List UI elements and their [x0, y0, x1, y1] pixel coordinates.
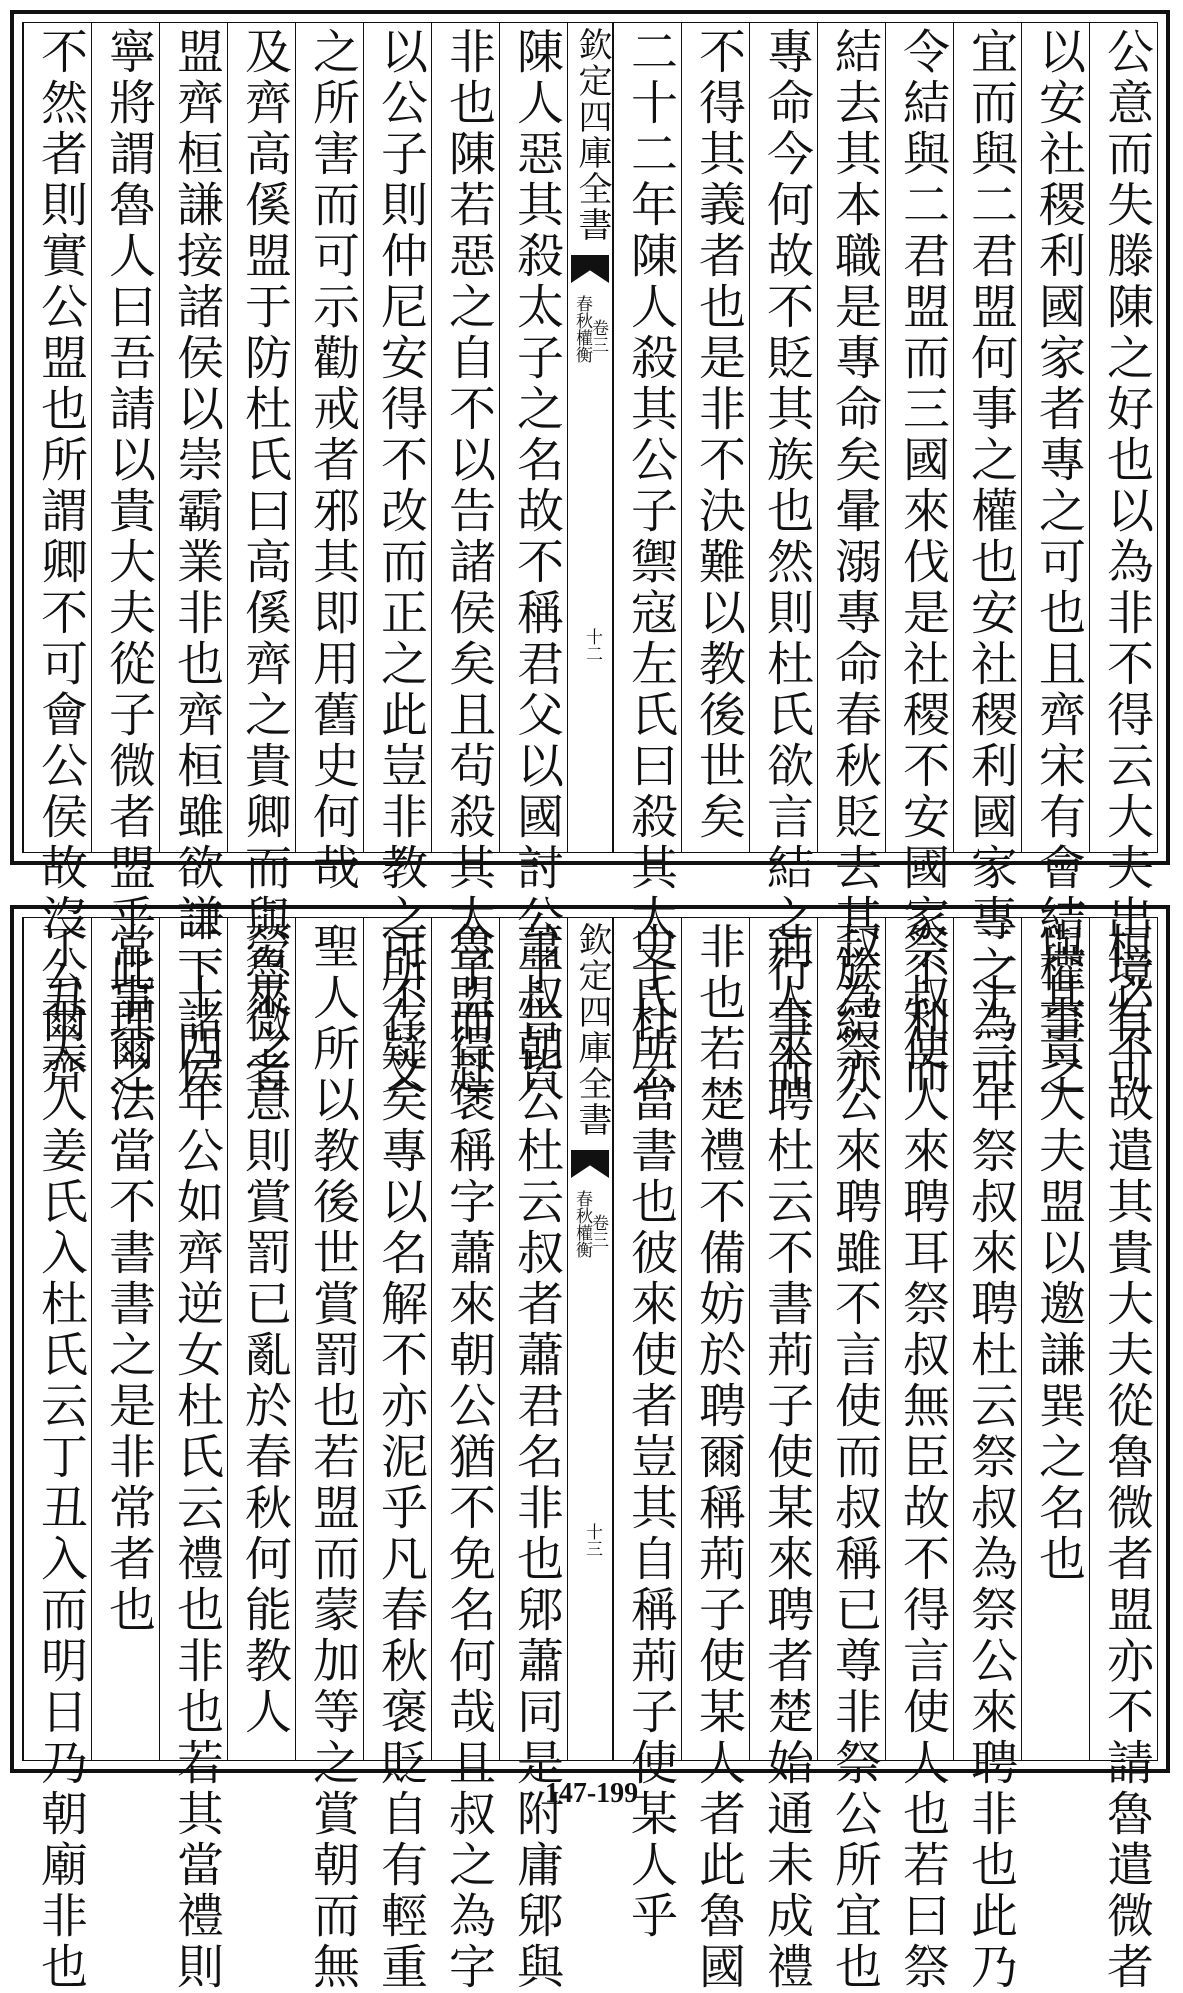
bottom-column: [681, 918, 749, 1993]
top-column: [1021, 23, 1089, 1098]
top-column: [363, 23, 431, 1098]
bottom-center-volume: 卷三: [588, 1214, 608, 1248]
bottom-column: [431, 918, 499, 1993]
top-column: [817, 23, 885, 1098]
bottom-center-book: 春秋權衡: [572, 1190, 592, 1258]
bottom-column-text: 與其貴大夫盟以邀謙巽之名也: [1031, 922, 1086, 1585]
bottom-center-leaf: 十三: [582, 1523, 602, 1557]
top-page: [10, 10, 1170, 1098]
bottom-column-text: 二十四年公如齊逆女杜氏云禮也非也若其當禮則: [169, 922, 224, 1993]
top-center-book: 春秋權衡: [572, 295, 592, 363]
page-number: 147-199: [544, 1778, 639, 1809]
bottom-column-text: 叔為祭公來聘雖不言使而叔稱已尊非祭公所宜也: [827, 922, 882, 1993]
bottom-column-text: 可不疑矣專以名解不亦泥乎凡春秋褒貶自有輕重: [373, 922, 428, 1993]
bottom-column: [613, 918, 681, 1942]
top-column: [295, 23, 363, 894]
bottom-column-text: 荊人來聘杜云不書荊子使某來聘者楚始通未成禮: [759, 922, 814, 1993]
top-column: [681, 23, 749, 852]
bottom-column: [749, 918, 817, 1993]
bottom-column: [295, 918, 363, 1993]
top-center-margin: [567, 23, 613, 852]
fish-tail-mark-icon: [571, 255, 609, 283]
top-column: [1089, 23, 1157, 1098]
top-column-text: 及齊高傒盟于防杜氏曰高傒齊之貴卿而與魯微者: [237, 27, 292, 1098]
top-column-text: 之所害而可示勸戒者邪其即用舊史何哉: [305, 27, 360, 894]
bottom-column-text: 蕭叔朝公杜云叔者蕭君名非也郳蕭同是附庸郳與: [509, 922, 564, 1993]
top-column-text: 不然者則實公盟也所謂卿不可會公侯故沒公爾齊: [33, 27, 88, 1098]
top-column: [431, 23, 499, 1098]
bottom-column-text: 祭叔使人來聘耳祭叔無臣故不得言使人也若曰祭: [895, 922, 950, 1993]
bottom-column: [953, 918, 1021, 1993]
top-column: [749, 23, 817, 1098]
bottom-column-text: 桓必不故遣其貴大夫從魯微者盟亦不請魯遣微者: [1099, 922, 1154, 1993]
bottom-column-text: 史氏所當書也彼來使者豈其自稱荊子使某人乎: [623, 922, 678, 1942]
fish-tail-mark-icon: [571, 1150, 609, 1178]
top-center-title: 欽定四庫全書: [572, 27, 612, 243]
top-page-text-frame: [22, 22, 1158, 1098]
top-column-text: 不得其義者也是非不決難以教後世矣: [691, 27, 746, 843]
bottom-column: [159, 918, 227, 1993]
top-column-text: 寧將謂魯人曰吾請以貴大夫從子微者盟乎此理之: [101, 27, 156, 1098]
bottom-column-text: 丁丑夫人姜氏入杜氏云丁丑入而明日乃朝廟非也: [33, 922, 88, 1993]
top-column: [613, 23, 681, 1098]
top-column-text: 結去其本職是專命矣暈溺專命春秋貶去其族結亦: [827, 27, 882, 1098]
bottom-column: [1089, 918, 1157, 1993]
bottom-column-text: 二十三年祭叔來聘杜云祭叔為祭公來聘非也此乃: [963, 922, 1018, 1993]
top-column: [953, 23, 1021, 1098]
bottom-column: [499, 918, 567, 1993]
bottom-column: [91, 918, 159, 1760]
bottom-column-text: 勞來之意則賞罰已亂於春秋何能教人: [237, 922, 292, 1738]
top-column-text: 令結與二君盟而三國來伐是社稷不安國家不利而: [895, 27, 950, 1098]
bottom-center-margin: [567, 918, 613, 1760]
bottom-column: [227, 918, 295, 1760]
bottom-column: [1021, 918, 1089, 1760]
bottom-column-text: 魯盟得褒稱字蕭來朝公猶不免名何哉且叔之為字: [441, 922, 496, 1993]
top-column-text: 以公子則仲尼安得不改而正之此豈非教之所存文: [373, 27, 428, 1098]
top-column: [885, 23, 953, 1098]
bottom-column-text: 聖人所以教後世賞罰也若盟而蒙加等之賞朝而無: [305, 922, 360, 1993]
bottom-center-title: 欽定四庫全書: [572, 922, 612, 1138]
top-column-text: 專命今何故不貶其族也然則杜氏欲言結之行事而: [759, 27, 814, 1098]
bottom-column: [23, 918, 91, 1993]
top-column: [91, 23, 159, 1098]
top-column-text: 以安社稷利國家者專之可也且齊宋有會結權事之: [1031, 27, 1086, 1098]
bottom-column-text: 非也若楚禮不備妨於聘爾稱荊子使某人者此魯國: [691, 922, 746, 1993]
bottom-column: [363, 918, 431, 1993]
top-column-text: 陳人惡其殺太子之名故不稱君父以國討公子告皆: [509, 27, 564, 1098]
top-column-text: 公意而失滕陳之好也以為非不得云大夫出境有可: [1099, 27, 1154, 1098]
top-column: [159, 23, 227, 1098]
bottom-column: [885, 918, 953, 1993]
top-center-volume: 卷三: [588, 319, 608, 353]
top-column-text: 盟齊桓謙接諸侯以崇霸業非也齊桓雖欲謙下諸侯: [169, 27, 224, 1098]
top-center-leaf: 十二: [582, 628, 602, 662]
top-column: [23, 23, 91, 1098]
top-column: [227, 23, 295, 1098]
top-column: [499, 23, 567, 1098]
bottom-column: [817, 918, 885, 1993]
top-column-text: 非也陳若惡之自不以告諸侯矣且茍殺其太子而赴: [441, 27, 496, 1098]
top-column-text: 宜而與二君盟何事之權也安社稷利國家專之為可: [963, 27, 1018, 1098]
top-column-text: 二十二年陳人殺其公子禦寇左氏曰殺其太子杜云: [623, 27, 678, 1098]
bottom-column-text: 常事爾法當不書書之是非常者也: [101, 922, 156, 1636]
